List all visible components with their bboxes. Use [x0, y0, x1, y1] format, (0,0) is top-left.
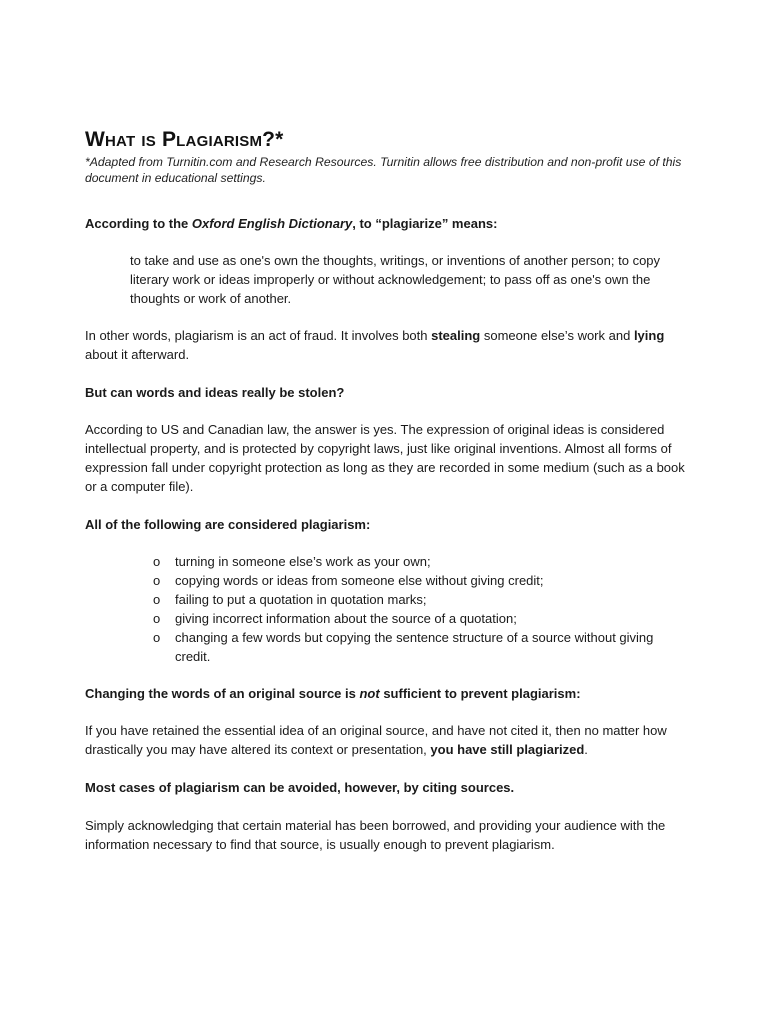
retained-part-1: If you have retained the essential idea of an original source, and have not cited it, then no matter how drastically you may have altered its context or presentation,: [85, 723, 667, 757]
not-word: not: [359, 686, 380, 701]
final-paragraph: Simply acknowledging that certain material has been borrowed, and providing your audience with the information necessary to find that source, is usually enough to prevent plagiarism.: [85, 818, 666, 852]
fraud-part-2: someone else’s work and: [480, 328, 634, 343]
list-item-text: giving incorrect information about the source of a quotation;: [175, 611, 517, 626]
list-item: [85, 552, 685, 571]
definition-lead-before: According to the: [85, 216, 192, 231]
list-item: [85, 571, 685, 590]
bullet-marker: o: [153, 554, 161, 569]
list-item-text: failing to put a quotation in quotation marks;: [175, 592, 427, 607]
list-item-text: turning in someone else’s work as your own;: [175, 554, 431, 569]
fraud-part-3: about it afterward.: [85, 347, 190, 362]
list-item: [85, 628, 685, 666]
list-item: [85, 609, 685, 628]
retained-part-2: .: [584, 742, 588, 757]
retained-paragraph: [85, 721, 685, 759]
list-item-text: changing a few words but copying the sentence structure of a source without giving credit.: [175, 630, 654, 664]
definition-lead-after: , to “plagiarize” means:: [352, 216, 498, 231]
definition-lead: [85, 214, 685, 233]
list-item: [85, 590, 685, 609]
plagiarism-list: [85, 552, 685, 666]
list-heading: All of the following are considered plagiarism:: [85, 517, 371, 532]
dictionary-name: Oxford English Dictionary: [191, 216, 353, 231]
avoid-heading: Most cases of plagiarism can be avoided, however, by citing sources.: [85, 780, 515, 795]
changing-before: Changing the words of an original source is: [85, 686, 360, 701]
question-heading: But can words and ideas really be stolen?: [85, 385, 345, 400]
fraud-paragraph: [85, 326, 685, 364]
page-title: What is Plagiarism?*: [85, 128, 284, 151]
still-plagiarized: you have still plagiarized: [430, 742, 585, 757]
lying-word: lying: [633, 328, 665, 343]
bullet-marker: o: [153, 630, 161, 645]
law-paragraph: According to US and Canadian law, the answer is yes. The expression of original ideas is considered intellectual property, and is protected by copyright laws, just like original inventions. Almost all forms of expression fall under copyright protection as long as they are recorded in some medium (such as a book or a computer file).: [85, 422, 685, 494]
fraud-part-1: In other words, plagiarism is an act of fraud. It involves both: [85, 328, 432, 343]
list-item-text: copying words or ideas from someone else without giving credit;: [175, 573, 544, 588]
adapted-note: *Adapted from Turnitin.com and Research Resources. Turnitin allows free distribution and non-profit use of this document in educational settings.: [85, 155, 682, 185]
changing-heading: [85, 684, 685, 703]
changing-after: sufficient to prevent plagiarism:: [379, 686, 581, 701]
bullet-marker: o: [153, 611, 161, 626]
bullet-marker: o: [153, 592, 161, 607]
bullet-marker: o: [153, 573, 161, 588]
definition-quote: to take and use as one's own the thoughts, writings, or inventions of another person; to copy literary work or ideas improperly or without acknowledgement; to pass off as one's own the thoughts or work of another.: [130, 253, 661, 306]
stealing-word: stealing: [431, 328, 481, 343]
document-body: [85, 128, 685, 854]
